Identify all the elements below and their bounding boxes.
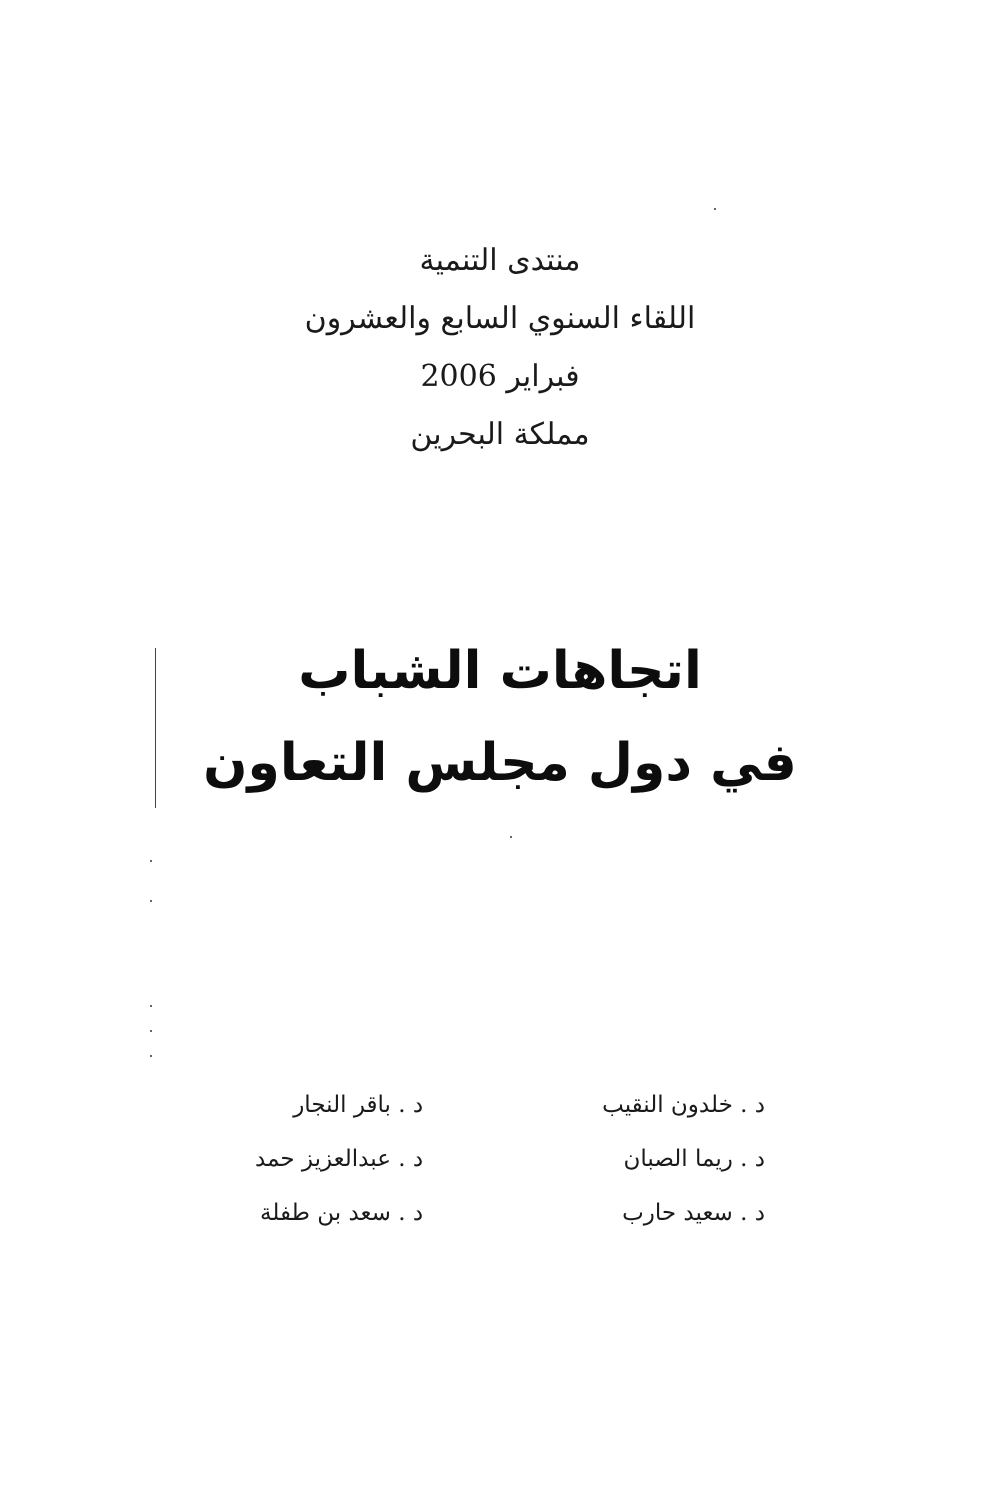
author-column-left (255, 1078, 423, 1240)
title-line-1: اتجاهات الشباب (298, 641, 702, 701)
meeting-name: اللقاء السنوي السابع والعشرون (304, 301, 696, 336)
meeting-location: مملكة البحرين (410, 417, 590, 452)
scan-speck (150, 900, 152, 902)
author-name: د . باقر النجار (293, 1092, 424, 1118)
author-name: د . خلدون النقيب (602, 1092, 765, 1118)
document-title (200, 625, 800, 809)
author-name: د . سعد بن طفلة (260, 1200, 424, 1226)
author-column-right (602, 1078, 765, 1240)
title-line-2: في دول مجلس التعاون (203, 733, 797, 793)
meeting-date: فبراير 2006 (420, 359, 580, 394)
scan-speck (150, 1005, 152, 1007)
author-name: د . عبدالعزيز حمد (255, 1146, 424, 1172)
scan-speck (510, 836, 512, 838)
scan-speck (150, 860, 152, 862)
author-name: د . ريما الصبان (623, 1146, 765, 1172)
scan-speck (150, 1055, 152, 1057)
scan-margin-line (155, 648, 156, 808)
scan-speck (150, 1030, 152, 1032)
forum-header (250, 232, 750, 464)
forum-name: منتدى التنمية (419, 243, 581, 278)
scan-speck (714, 208, 716, 210)
author-list (255, 1078, 765, 1240)
author-name: د . سعيد حارب (622, 1200, 765, 1226)
